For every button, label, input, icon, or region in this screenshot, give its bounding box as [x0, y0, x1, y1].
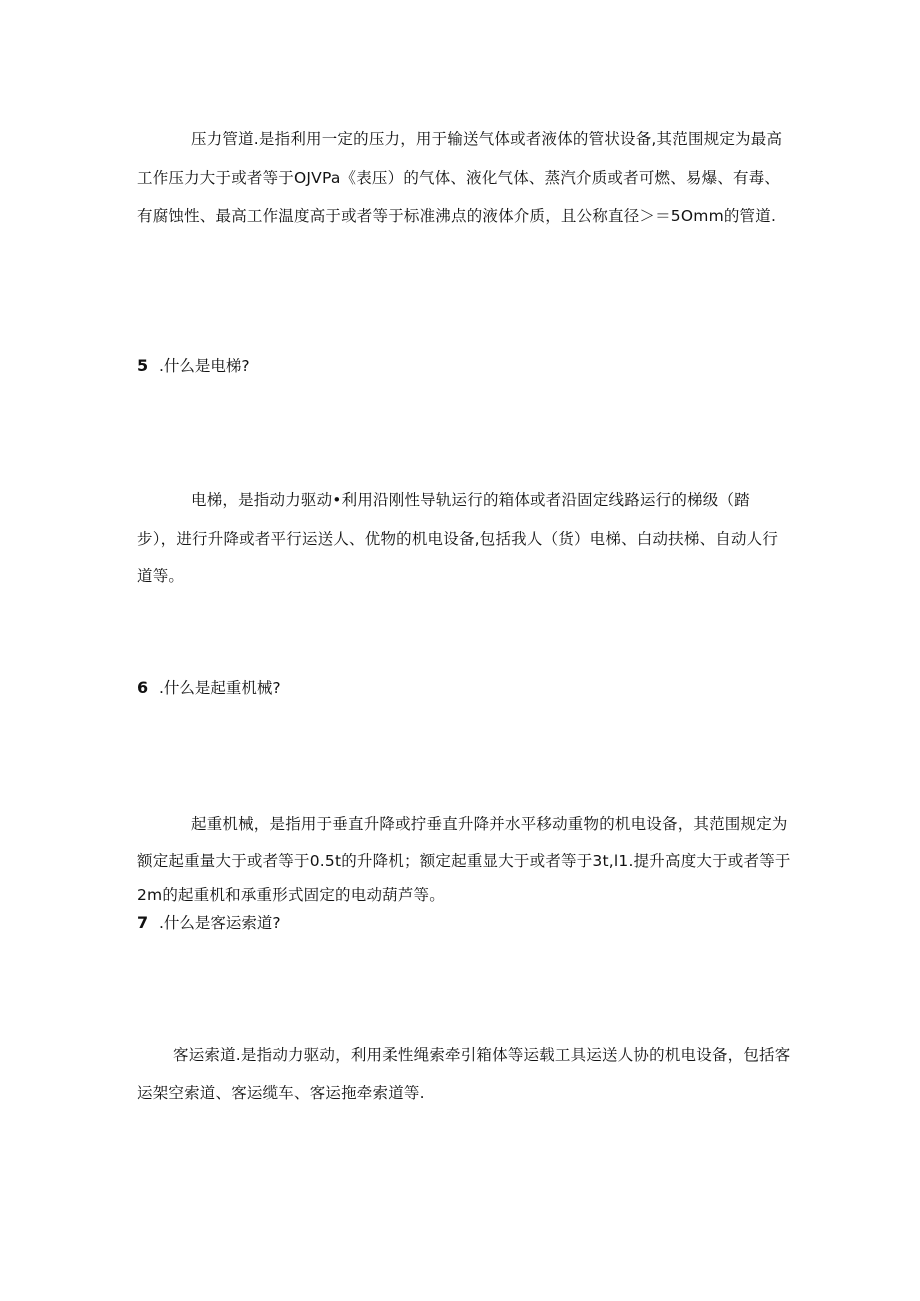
- heading-5-number: 5: [137, 356, 149, 375]
- heading-5: [137, 356, 250, 376]
- pressure-pipe-line-3: 有腐蚀性、最高工作温度高于或者等于标准沸点的液体介质，且公称直径＞＝5Omm的管道.: [137, 207, 777, 225]
- pressure-pipe-line-2: 工作压力大于或者等于OJVPa《表压）的气体、液化气体、蒸汽介质或者可燃、易爆、有毒、: [137, 169, 781, 187]
- heading-5-text: .什么是电梯?: [159, 357, 250, 375]
- elevator-line-3: 道等。: [137, 567, 185, 585]
- crane-line-3: 2m的起重机和承重形式固定的电动葫芦等。: [137, 886, 445, 904]
- heading-6-number: 6: [137, 678, 149, 697]
- heading-6-text: .什么是起重机械?: [159, 679, 281, 697]
- heading-7-text: .什么是客运索道?: [159, 914, 281, 932]
- elevator-line-2: 步），进行升降或者平行运送人、优物的机电设备,包括我人（货）电梯、白动扶梯、自动人行: [137, 530, 779, 548]
- heading-6: [137, 678, 281, 698]
- cableway-line-1: 客运索道.是指动力驱动，利用柔性绳索牵引箱体等运载工具运送人协的机电设备，包括客: [173, 1046, 791, 1064]
- heading-7-number: 7: [137, 913, 149, 932]
- elevator-line-1: 电梯，是指动力驱动•利用沿刚性导轨运行的箱体或者沿固定线路运行的梯级（踏: [191, 491, 750, 509]
- cableway-line-2: 运架空索道、客运缆车、客运拖牵索道等.: [137, 1084, 425, 1102]
- pressure-pipe-line-1: 压力管道.是指利用一定的压力，用于输送气体或者液体的管状设备,其范围规定为最高: [191, 130, 783, 148]
- crane-line-2: 额定起重量大于或者等于0.5t的升降机；额定起重显大于或者等于3t,l1.提升高度大于或者等于: [137, 852, 791, 870]
- crane-line-1: 起重机械，是指用于垂直升降或拧垂直升降并水平移动重物的机电设备，其范围规定为: [191, 815, 788, 833]
- heading-7: [137, 913, 281, 933]
